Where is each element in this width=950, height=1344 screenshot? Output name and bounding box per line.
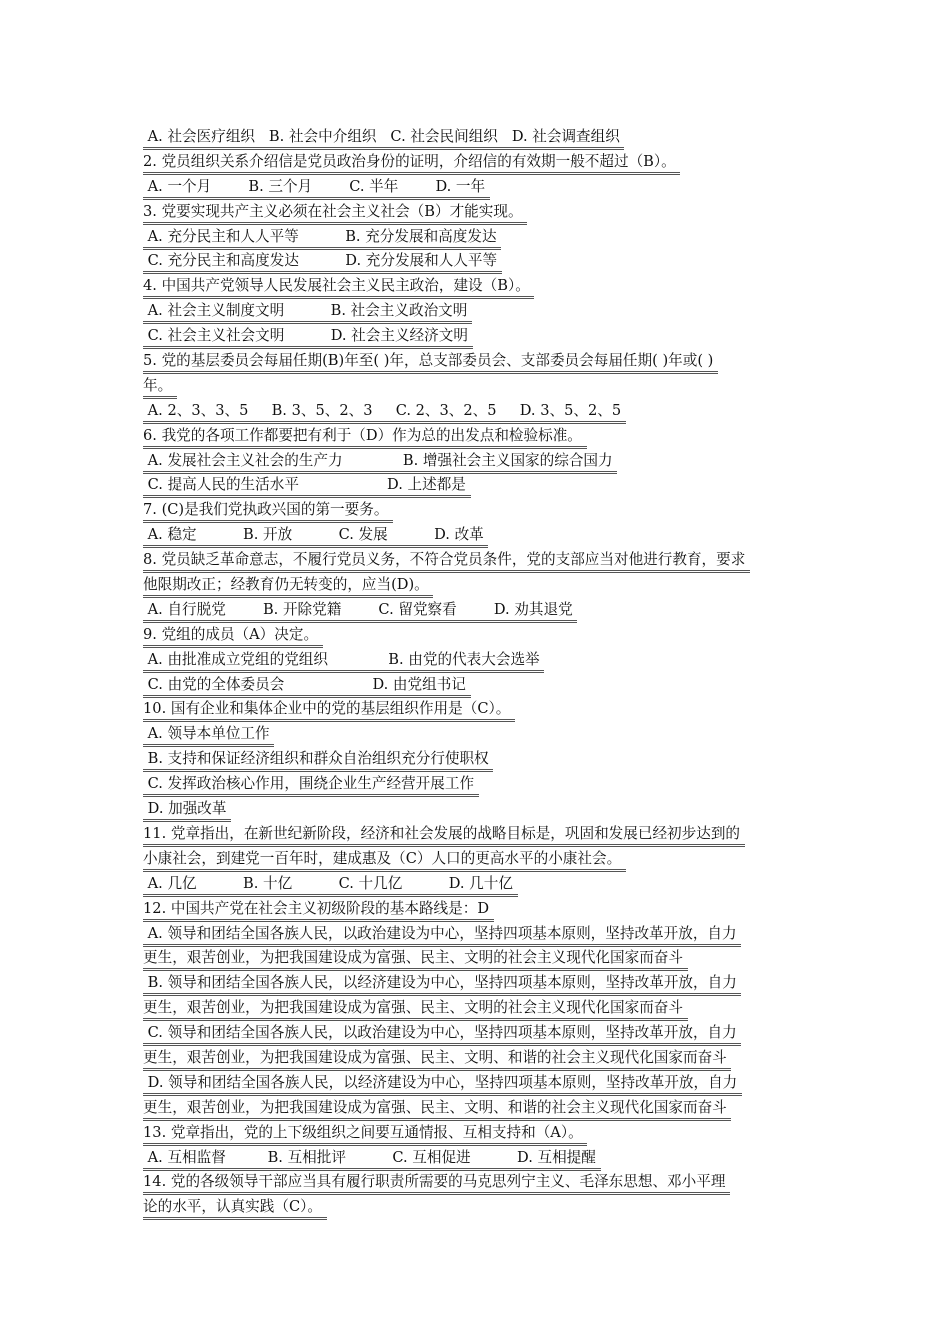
line-text: 6. 我党的各项工作都要把有利于（D）作为总的出发点和检验标准。 [143, 426, 587, 449]
text-line [143, 873, 811, 898]
text-line [143, 947, 811, 972]
text-line [143, 300, 811, 325]
line-text: 更生，艰苦创业，为把我国建设成为富强、民主、文明、和谐的社会主义现代化国家而奋斗 [143, 1048, 731, 1071]
text-line [143, 848, 811, 873]
line-text: C. 社会主义社会文明 D. 社会主义经济文明 [143, 326, 473, 349]
text-line [143, 1122, 811, 1147]
text-line [143, 972, 811, 997]
text-line [143, 574, 811, 599]
line-text: 年。 [143, 376, 177, 399]
line-text: C. 由党的全体委员会 D. 由党组书记 [143, 675, 471, 698]
text-line [143, 250, 811, 275]
line-text: 10. 国有企业和集体企业中的党的基层组织作用是（C）。 [143, 699, 515, 722]
line-text: 14. 党的各级领导干部应当具有履行职责所需要的马克思列宁主义、毛泽东思想、邓小平理 [143, 1172, 730, 1195]
text-line [143, 549, 811, 574]
text-line [143, 798, 811, 823]
text-line [143, 923, 811, 948]
line-text: A. 自行脱党 B. 开除党籍 C. 留党察看 D. 劝其退党 [143, 600, 577, 623]
text-line [143, 823, 811, 848]
line-text: B. 领导和团结全国各族人民，以经济建设为中心，坚持四项基本原则，坚持改革开放，自力 [143, 973, 741, 996]
text-line [143, 1171, 811, 1196]
line-text: D. 加强改革 [143, 799, 231, 822]
line-text: 3. 党要实现共产主义必须在社会主义社会（B）才能实现。 [143, 202, 527, 225]
line-text: A. 几亿 B. 十亿 C. 十几亿 D. 几十亿 [143, 874, 518, 897]
text-line [143, 1047, 811, 1072]
line-text: 2. 党员组织关系介绍信是党员政治身份的证明，介绍信的有效期一般不超过（B）。 [143, 152, 680, 175]
text-line [143, 997, 811, 1022]
text-line [143, 275, 811, 300]
text-line [143, 201, 811, 226]
line-text: A. 社会主义制度文明 B. 社会主义政治文明 [143, 301, 472, 324]
line-text: 8. 党员缺乏革命意志，不履行党员义务，不符合党员条件，党的支部应当对他进行教育，要求 [143, 550, 750, 573]
text-line [143, 748, 811, 773]
text-line [143, 151, 811, 176]
line-text: A. 充分民主和人人平等 B. 充分发展和高度发达 [143, 227, 501, 250]
text-line [143, 375, 811, 400]
line-text: 11. 党章指出，在新世纪新阶段，经济和社会发展的战略目标是，巩固和发展已经初步达到的 [143, 824, 745, 847]
line-text: 5. 党的基层委员会每届任期(B)年至( )年，总支部委员会、支部委员会每届任期( )年或( ) [143, 351, 718, 374]
text-line [143, 698, 811, 723]
line-text: C. 领导和团结全国各族人民，以政治建设为中心，坚持四项基本原则，坚持改革开放，自力 [143, 1023, 741, 1046]
text-line [143, 624, 811, 649]
text-line [143, 1022, 811, 1047]
line-text: 更生，艰苦创业，为把我国建设成为富强、民主、文明的社会主义现代化国家而奋斗 [143, 998, 688, 1021]
text-line [143, 400, 811, 425]
line-text: 他限期改正；经教育仍无转变的，应当(D)。 [143, 575, 433, 598]
line-text: A. 稳定 B. 开放 C. 发展 D. 改革 [143, 525, 488, 548]
line-text: A. 发展社会主义社会的生产力 B. 增强社会主义国家的综合国力 [143, 451, 617, 474]
line-text: 小康社会，到建党一百年时，建成惠及（C）人口的更高水平的小康社会。 [143, 849, 626, 872]
text-line [143, 524, 811, 549]
line-text: 更生，艰苦创业，为把我国建设成为富强、民主、文明的社会主义现代化国家而奋斗 [143, 948, 688, 971]
text-line [143, 425, 811, 450]
text-line [143, 350, 811, 375]
line-text: 更生，艰苦创业，为把我国建设成为富强、民主、文明、和谐的社会主义现代化国家而奋斗 [143, 1098, 731, 1121]
text-line [143, 450, 811, 475]
text-line [143, 1097, 811, 1122]
text-line [143, 1196, 811, 1221]
text-line [143, 898, 811, 923]
text-line [143, 474, 811, 499]
line-text: C. 发挥政治核心作用，围绕企业生产经营开展工作 [143, 774, 479, 797]
line-text: 13. 党章指出，党的上下级组织之间要互通情报、互相支持和（A）。 [143, 1123, 587, 1146]
line-text: 9. 党组的成员（A）决定。 [143, 625, 323, 648]
text-line [143, 499, 811, 524]
text-line [143, 649, 811, 674]
text-line [143, 226, 811, 251]
line-text: 4. 中国共产党领导人民发展社会主义民主政治，建设（B）。 [143, 276, 534, 299]
text-line [143, 674, 811, 699]
line-text: A. 一个月 B. 三个月 C. 半年 D. 一年 [143, 177, 490, 200]
text-line [143, 325, 811, 350]
text-line [143, 1072, 811, 1097]
line-text: C. 提高人民的生活水平 D. 上述都是 [143, 475, 471, 498]
line-text: A. 社会医疗组织 B. 社会中介组织 C. 社会民间组织 D. 社会调查组织 [143, 127, 624, 150]
line-text: A. 领导和团结全国各族人民，以政治建设为中心，坚持四项基本原则，坚持改革开放，自力 [143, 924, 741, 947]
text-line [143, 126, 811, 151]
line-text: C. 充分民主和高度发达 D. 充分发展和人人平等 [143, 251, 502, 274]
text-line [143, 599, 811, 624]
line-text: 论的水平，认真实践（C）。 [143, 1197, 327, 1220]
line-text: A. 由批准成立党组的党组织 B. 由党的代表大会选举 [143, 650, 544, 673]
line-text: D. 领导和团结全国各族人民，以经济建设为中心，坚持四项基本原则，坚持改革开放，自力 [143, 1073, 742, 1096]
text-line [143, 1147, 811, 1172]
text-line [143, 176, 811, 201]
line-text: A. 领导本单位工作 [143, 724, 274, 747]
text-line [143, 773, 811, 798]
line-text: 7. (C)是我们党执政兴国的第一要务。 [143, 500, 393, 523]
line-text: A. 互相监督 B. 互相批评 C. 互相促进 D. 互相提醒 [143, 1148, 601, 1171]
line-text: 12. 中国共产党在社会主义初级阶段的基本路线是：D [143, 899, 494, 922]
line-text: B. 支持和保证经济组织和群众自治组织充分行使职权 [143, 749, 493, 772]
text-line [143, 723, 811, 748]
document-page [143, 126, 811, 1221]
line-text: A. 2、3、3、5 B. 3、5、2、3 C. 2、3、2、5 D. 3、5、2、5 [143, 401, 626, 424]
